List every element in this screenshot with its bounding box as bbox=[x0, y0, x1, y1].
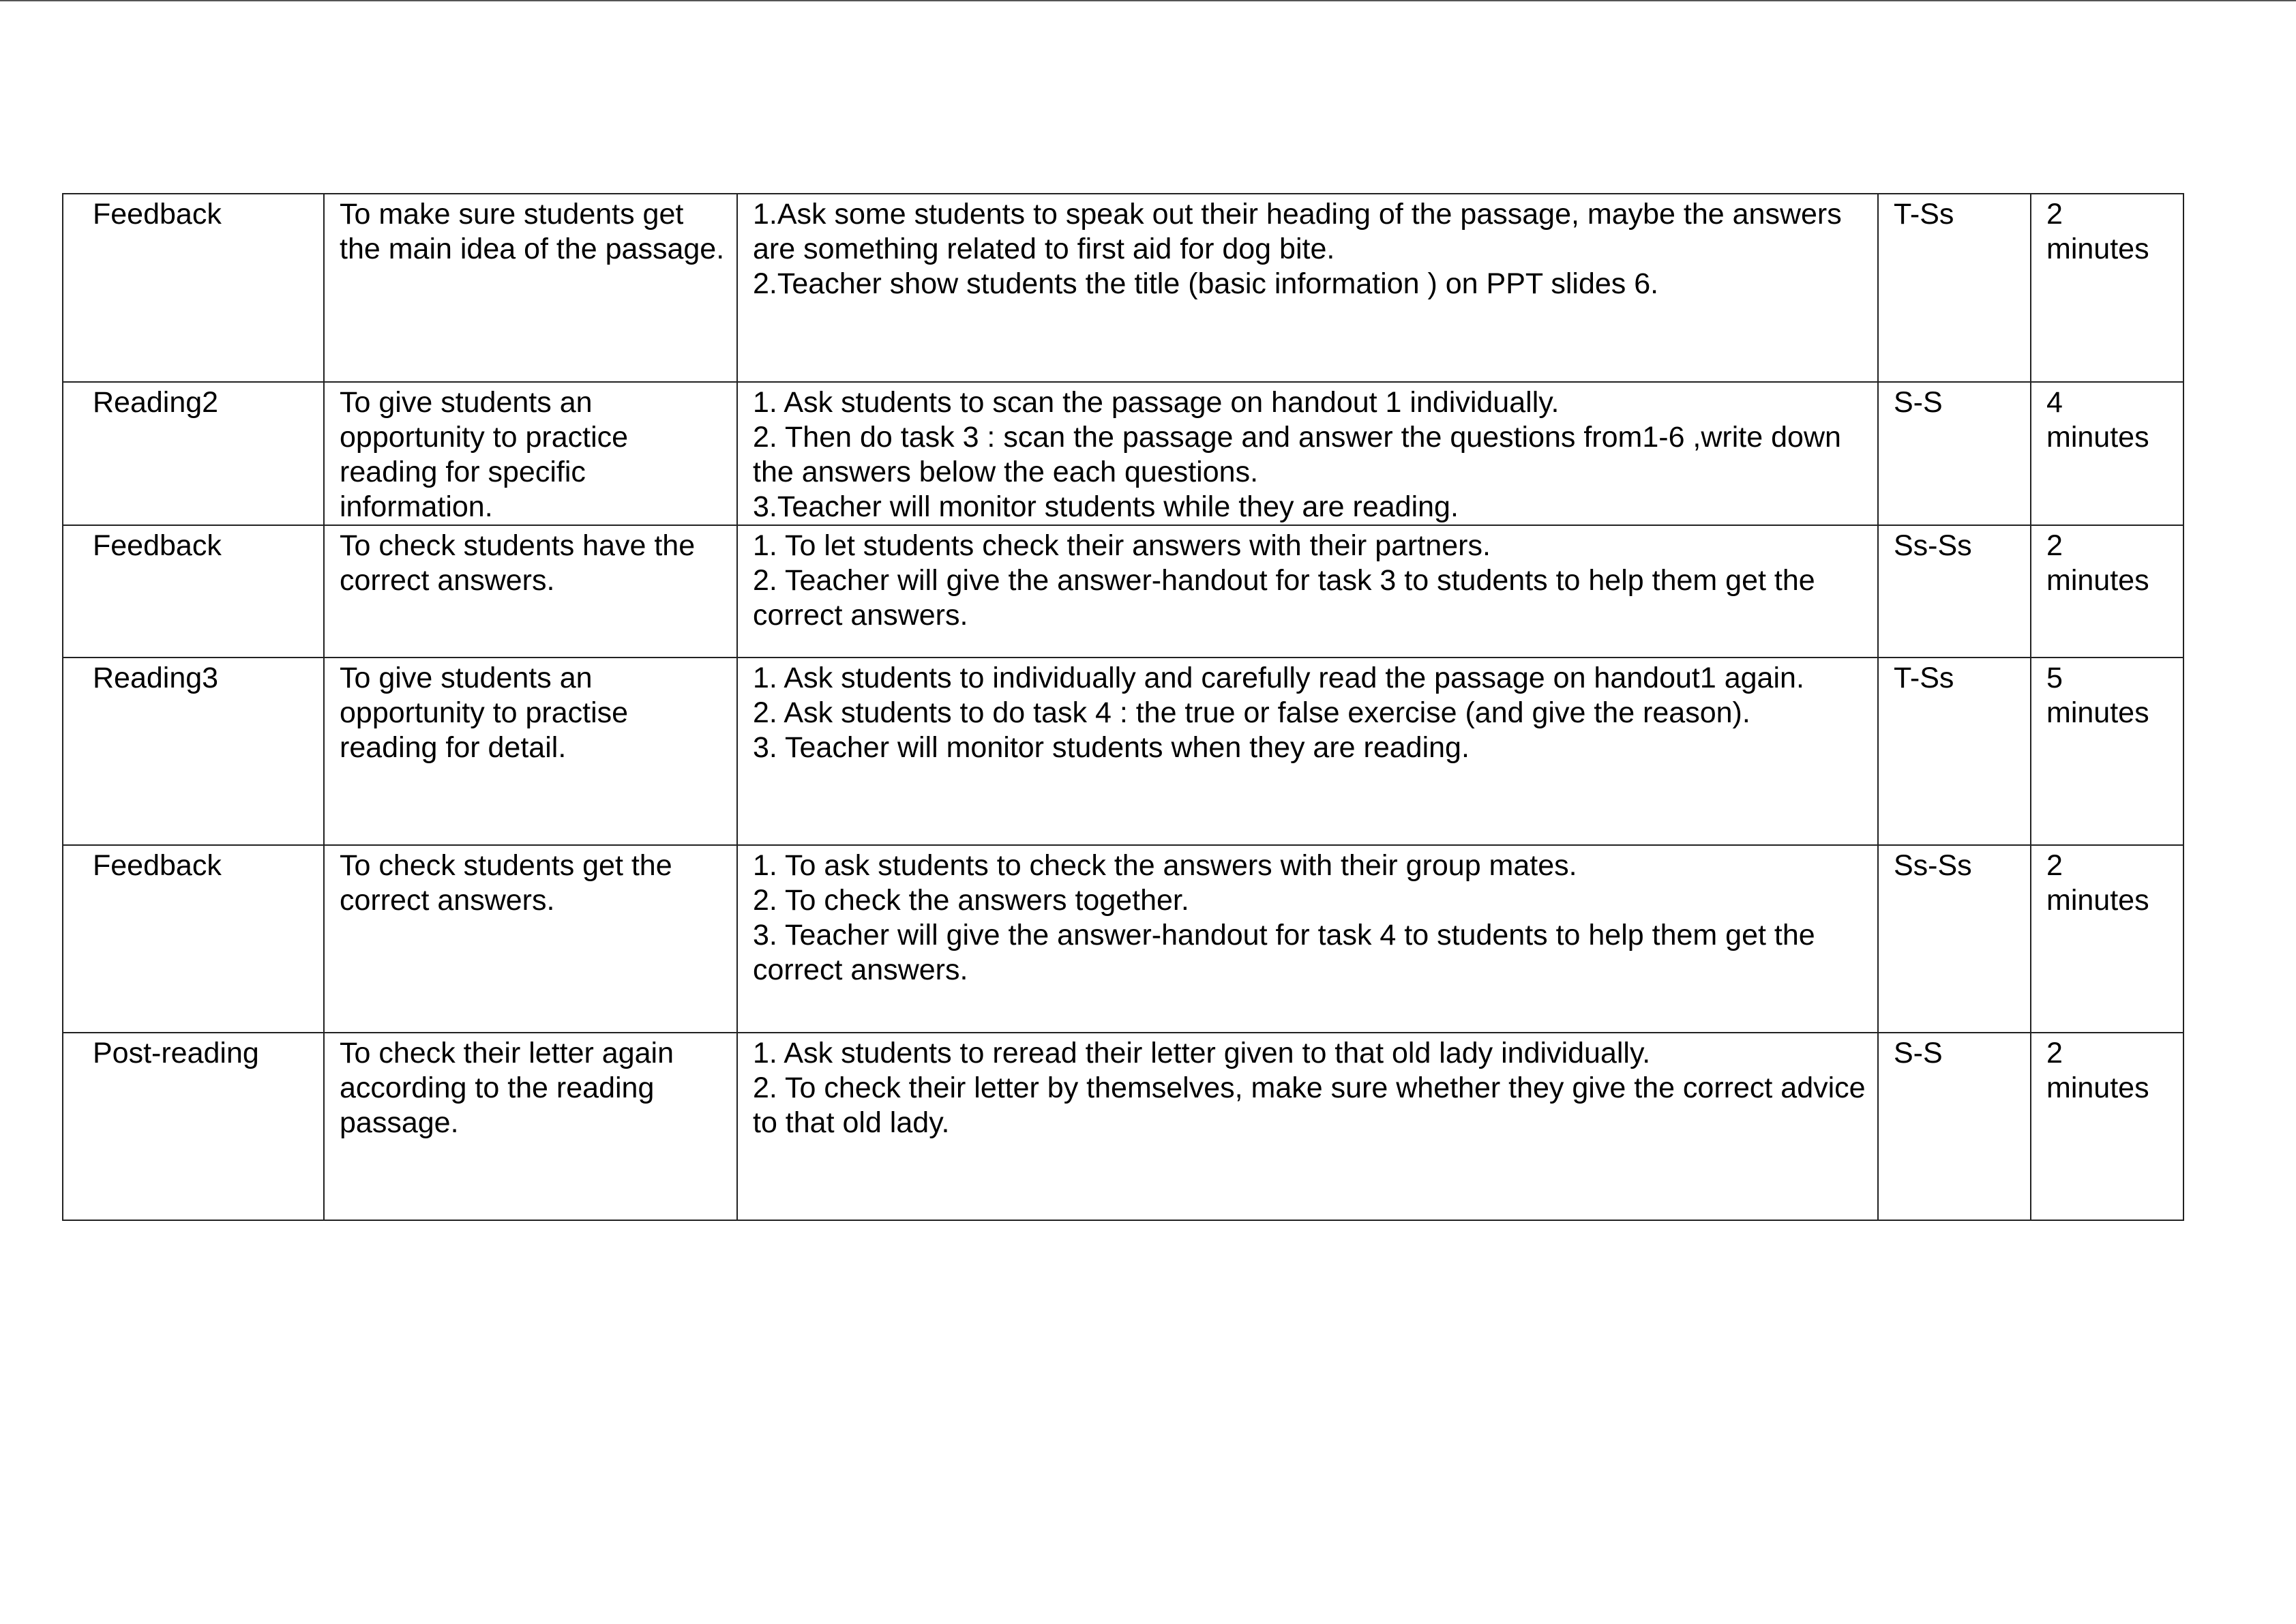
table-row bbox=[63, 1033, 2183, 1220]
interaction-cell: S-S bbox=[1878, 382, 2031, 525]
time-cell: 4 minutes bbox=[2031, 382, 2183, 525]
interaction-cell: Ss-Ss bbox=[1878, 845, 2031, 1033]
stage-cell: Post-reading bbox=[63, 1033, 324, 1220]
interaction-cell: T-Ss bbox=[1878, 658, 2031, 845]
aim-cell: To make sure students get the main idea of the passage. bbox=[324, 194, 737, 382]
lesson-plan-table bbox=[62, 193, 2184, 1221]
time-cell: 2 minutes bbox=[2031, 845, 2183, 1033]
procedure-cell: 1. Ask students to scan the passage on handout 1 individually. 2. Then do task 3 : scan the passage and answer the questions from1-6 ,write down the answers below the each questions. 3.Teacher will monitor students while they are reading. bbox=[737, 382, 1878, 525]
table-row bbox=[63, 525, 2183, 658]
time-cell: 2 minutes bbox=[2031, 1033, 2183, 1220]
aim-cell: To give students an opportunity to practise reading for detail. bbox=[324, 658, 737, 845]
stage-cell: Reading3 bbox=[63, 658, 324, 845]
table-row bbox=[63, 194, 2183, 382]
procedure-cell: 1.Ask some students to speak out their heading of the passage, maybe the answers are something related to first aid for dog bite. 2.Teacher show students the title (basic information ) on PPT slides 6. bbox=[737, 194, 1878, 382]
aim-cell: To check students have the correct answers. bbox=[324, 525, 737, 658]
aim-cell: To give students an opportunity to practice reading for specific information. bbox=[324, 382, 737, 525]
procedure-cell: 1. To let students check their answers with their partners. 2. Teacher will give the answer-handout for task 3 to students to help them get the correct answers. bbox=[737, 525, 1878, 658]
time-cell: 2 minutes bbox=[2031, 194, 2183, 382]
stage-cell: Reading2 bbox=[63, 382, 324, 525]
interaction-cell: T-Ss bbox=[1878, 194, 2031, 382]
table-row bbox=[63, 845, 2183, 1033]
procedure-cell: 1. To ask students to check the answers with their group mates. 2. To check the answers together. 3. Teacher will give the answer-handout for task 4 to students to help them get the correct answers. bbox=[737, 845, 1878, 1033]
procedure-cell: 1. Ask students to reread their letter given to that old lady individually. 2. To check their letter by themselves, make sure whether they give the correct advice to that old lady. bbox=[737, 1033, 1878, 1220]
time-cell: 2 minutes bbox=[2031, 525, 2183, 658]
interaction-cell: Ss-Ss bbox=[1878, 525, 2031, 658]
interaction-cell: S-S bbox=[1878, 1033, 2031, 1220]
stage-cell: Feedback bbox=[63, 525, 324, 658]
table-row bbox=[63, 382, 2183, 525]
stage-cell: Feedback bbox=[63, 845, 324, 1033]
stage-cell: Feedback bbox=[63, 194, 324, 382]
procedure-cell: 1. Ask students to individually and carefully read the passage on handout1 again. 2. Ask students to do task 4 : the true or false exercise (and give the reason). 3. Teacher will monitor students when they are reading. bbox=[737, 658, 1878, 845]
table-row bbox=[63, 658, 2183, 845]
time-cell: 5 minutes bbox=[2031, 658, 2183, 845]
aim-cell: To check their letter again according to the reading passage. bbox=[324, 1033, 737, 1220]
aim-cell: To check students get the correct answers. bbox=[324, 845, 737, 1033]
page-top-border bbox=[0, 0, 2296, 1]
